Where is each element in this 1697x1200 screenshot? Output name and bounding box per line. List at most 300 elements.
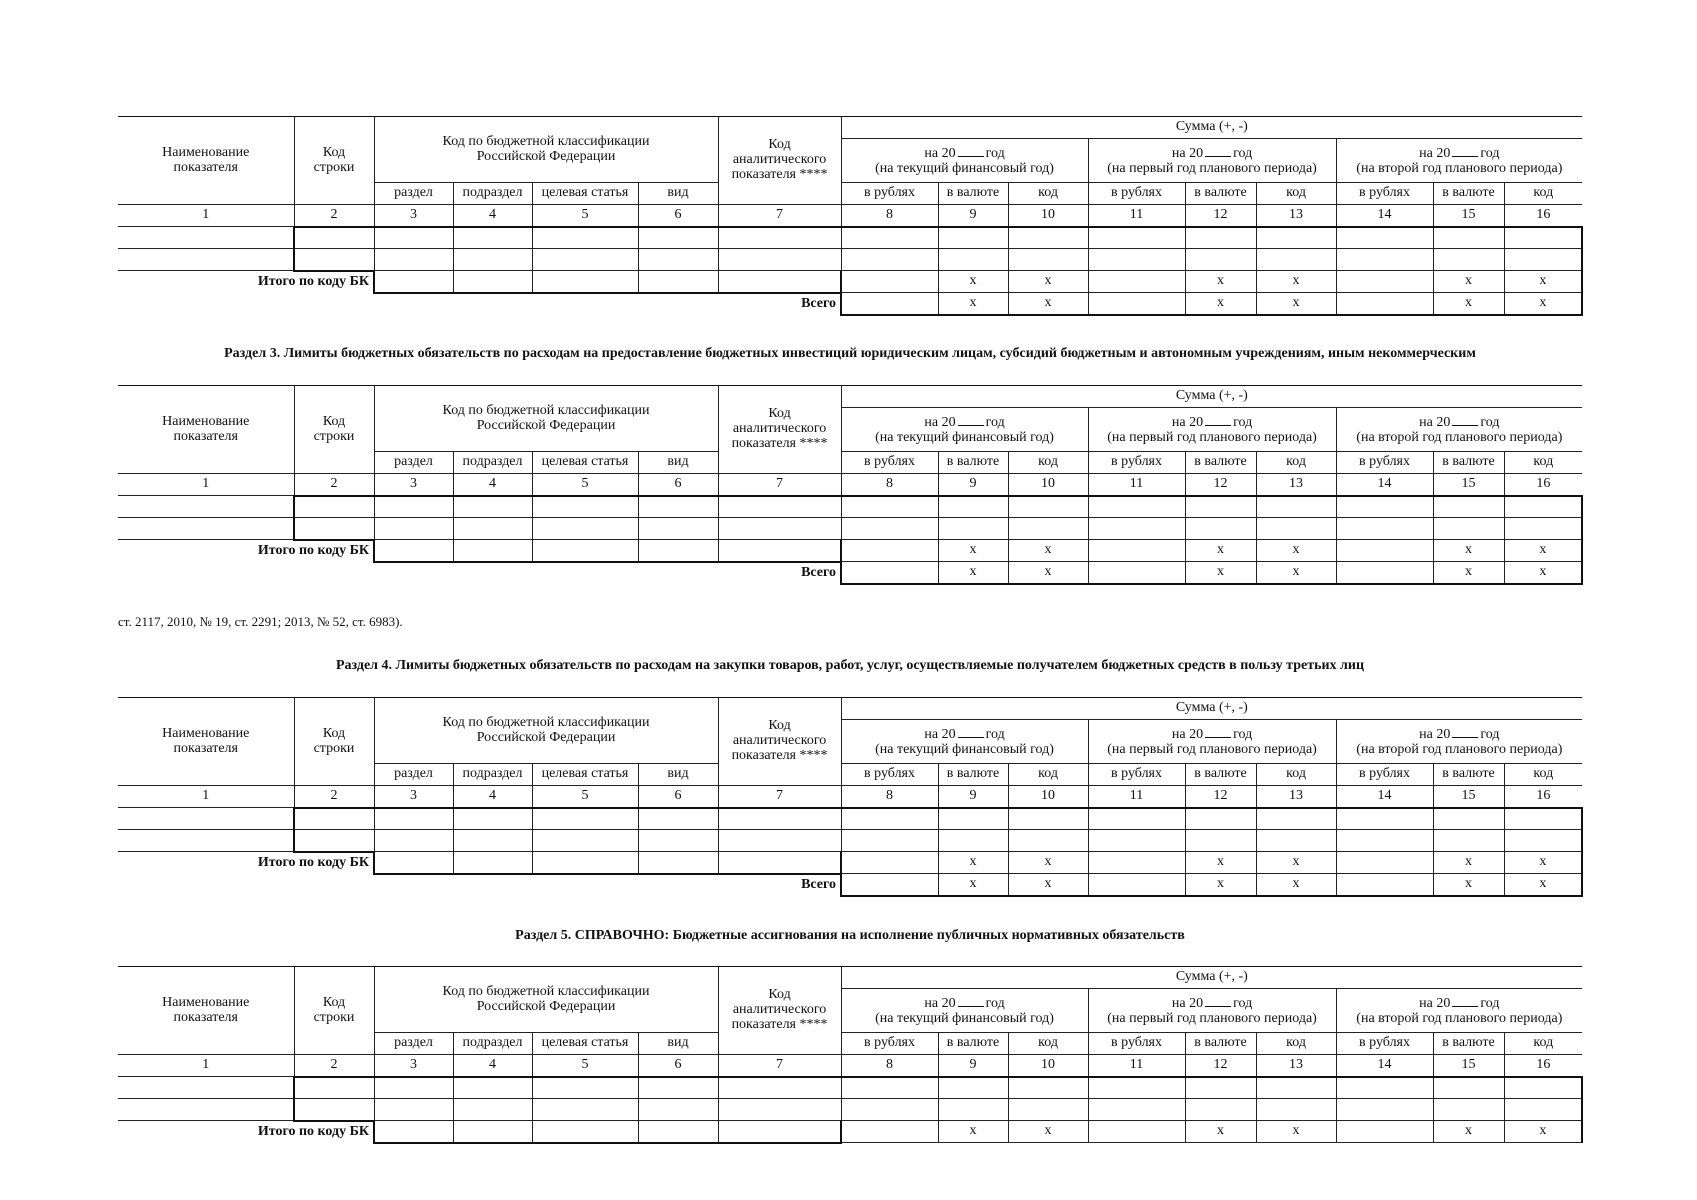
sub-vid: вид <box>638 183 718 205</box>
col-number: 10 <box>1008 786 1088 808</box>
table-cell[interactable] <box>1433 496 1504 518</box>
table-cell[interactable] <box>532 249 638 271</box>
cur-rub: в рублях <box>841 183 938 205</box>
col-number: 2 <box>294 786 374 808</box>
table-cell[interactable] <box>718 271 841 293</box>
table-cell[interactable] <box>718 852 841 874</box>
table-cell[interactable] <box>1504 1099 1582 1121</box>
table-cell[interactable] <box>374 496 453 518</box>
table-cell[interactable] <box>294 249 374 271</box>
table-cell[interactable] <box>1185 496 1256 518</box>
table-cell[interactable] <box>1336 1099 1433 1121</box>
itogo-row <box>118 271 1582 293</box>
table-cell[interactable] <box>453 271 532 293</box>
sub-celevaya: целевая статья <box>532 1033 638 1055</box>
col-number: 11 <box>1088 474 1185 496</box>
table-row <box>118 1077 1582 1099</box>
table-cell[interactable] <box>841 271 938 293</box>
col-bk-code-header: Код по бюджетной классификации Российской Федерации <box>374 117 718 183</box>
x-mark: x <box>1008 852 1088 874</box>
col-number: 6 <box>638 1055 718 1077</box>
col-bk-code-header: Код по бюджетной классификации Российской Федерации <box>374 386 718 452</box>
table-cell[interactable] <box>1336 271 1433 293</box>
table-cell[interactable] <box>1336 1077 1433 1099</box>
col-number: 14 <box>1336 205 1433 227</box>
table-cell[interactable] <box>841 249 938 271</box>
table-cell[interactable] <box>1336 852 1433 874</box>
budget-table <box>118 697 1583 897</box>
table-cell[interactable] <box>532 830 638 852</box>
col-number: 1 <box>118 1055 294 1077</box>
col-number: 5 <box>532 205 638 227</box>
table-cell[interactable] <box>938 249 1008 271</box>
table-cell[interactable] <box>532 518 638 540</box>
table-cell[interactable] <box>1088 1099 1185 1121</box>
year-blank <box>958 995 984 1007</box>
col-name-header: Наименование показателя <box>118 386 294 474</box>
table-cell[interactable] <box>841 227 938 249</box>
col-row-code-header: Код строки <box>294 698 374 786</box>
table-cell[interactable] <box>638 808 718 830</box>
table-cell[interactable] <box>1008 830 1088 852</box>
table-cell[interactable] <box>1256 830 1336 852</box>
sub-vid: вид <box>638 1033 718 1055</box>
table-cell[interactable] <box>841 562 938 584</box>
col-number: 10 <box>1008 1055 1088 1077</box>
table-cell[interactable] <box>1088 227 1185 249</box>
table-cell[interactable] <box>1088 540 1185 562</box>
table-cell[interactable] <box>1088 1077 1185 1099</box>
table-cell[interactable] <box>374 1077 453 1099</box>
table-cell[interactable] <box>294 496 374 518</box>
table-cell[interactable] <box>718 1099 841 1121</box>
column-numbers-row <box>118 474 1582 496</box>
table-cell[interactable] <box>938 518 1008 540</box>
period-label: (на первый год планового периода) <box>1107 160 1317 176</box>
table-cell[interactable] <box>718 496 841 518</box>
col-row-code-header: Код строки <box>294 386 374 474</box>
col-number: 14 <box>1336 1055 1433 1077</box>
table-cell[interactable] <box>1256 518 1336 540</box>
table-cell[interactable] <box>374 852 453 874</box>
table-cell[interactable] <box>718 1121 841 1143</box>
itogo-row <box>118 1121 1582 1143</box>
table-cell[interactable] <box>841 518 938 540</box>
table-cell[interactable] <box>118 518 294 540</box>
col-sum-header: Сумма (+, -) <box>841 698 1582 720</box>
year-blank <box>1205 145 1231 157</box>
x-mark: x <box>1008 293 1088 315</box>
cur-val: в валюте <box>1185 452 1256 474</box>
table-cell[interactable] <box>453 496 532 518</box>
table-cell[interactable] <box>1185 830 1256 852</box>
table-cell[interactable] <box>532 540 638 562</box>
itogo-label: Итого по коду БК <box>257 542 369 558</box>
col-number: 13 <box>1256 786 1336 808</box>
cur-val: в валюте <box>1433 183 1504 205</box>
table-cell[interactable] <box>118 249 294 271</box>
section-3-title: Раздел 3. Лимиты бюджетных обязательств по расходам на предоставление бюджетных инвестиций юридическим лицам, субсидий бюджетным и автономным учреждениям, иным некоммерческим <box>224 346 1476 361</box>
table-cell[interactable] <box>118 1077 294 1099</box>
x-mark: x <box>1433 293 1504 315</box>
sub-razdel: раздел <box>374 183 453 205</box>
table-cell[interactable] <box>1336 249 1433 271</box>
col-number: 12 <box>1185 786 1256 808</box>
table-cell[interactable] <box>1008 227 1088 249</box>
table-cell[interactable] <box>1336 496 1433 518</box>
col-number: 15 <box>1433 1055 1504 1077</box>
table-cell[interactable] <box>453 1099 532 1121</box>
table-cell[interactable] <box>1088 496 1185 518</box>
table-cell[interactable] <box>938 808 1008 830</box>
year-blank <box>958 726 984 738</box>
sub-vid: вид <box>638 764 718 786</box>
x-mark: x <box>1433 852 1504 874</box>
col-analytic-code-header: Код аналитического показателя **** <box>718 386 841 474</box>
table-cell[interactable] <box>718 518 841 540</box>
table-cell[interactable] <box>718 808 841 830</box>
table-cell[interactable] <box>638 271 718 293</box>
table-cell[interactable] <box>118 808 294 830</box>
table-cell[interactable] <box>1504 249 1582 271</box>
x-mark: x <box>1256 562 1336 584</box>
table-row <box>118 1099 1582 1121</box>
table-cell[interactable] <box>1256 249 1336 271</box>
sub-celevaya: целевая статья <box>532 452 638 474</box>
table-cell[interactable] <box>841 808 938 830</box>
x-mark: x <box>1433 874 1504 896</box>
itogo-label: Итого по коду БК <box>257 854 369 870</box>
table-cell[interactable] <box>938 1099 1008 1121</box>
sub-vid: вид <box>638 452 718 474</box>
col-number: 6 <box>638 205 718 227</box>
x-mark: x <box>1008 874 1088 896</box>
col-number: 5 <box>532 1055 638 1077</box>
sub-razdel: раздел <box>374 452 453 474</box>
vsego-row <box>118 874 1582 896</box>
table-cell[interactable] <box>638 830 718 852</box>
table-cell[interactable] <box>1008 249 1088 271</box>
table-cell[interactable] <box>1504 1077 1582 1099</box>
x-mark: x <box>1185 293 1256 315</box>
table-cell[interactable] <box>638 249 718 271</box>
table-cell[interactable] <box>294 1077 374 1099</box>
cur-kod: код <box>1008 764 1088 786</box>
table-cell[interactable] <box>1433 830 1504 852</box>
col-number: 16 <box>1504 1055 1582 1077</box>
col-number: 14 <box>1336 474 1433 496</box>
table-cell[interactable] <box>1336 830 1433 852</box>
cur-kod: код <box>1256 183 1336 205</box>
sub-podrazdel: подраздел <box>453 1033 532 1055</box>
table-cell[interactable] <box>532 808 638 830</box>
table-cell[interactable] <box>1336 227 1433 249</box>
table-cell[interactable] <box>1504 496 1582 518</box>
table-cell[interactable] <box>1088 562 1185 584</box>
table-cell[interactable] <box>1088 830 1185 852</box>
col-number: 16 <box>1504 786 1582 808</box>
table-cell[interactable] <box>718 227 841 249</box>
table-cell[interactable] <box>453 852 532 874</box>
table-cell[interactable] <box>841 830 938 852</box>
table-cell[interactable] <box>453 227 532 249</box>
col-sum-header: Сумма (+, -) <box>841 117 1582 139</box>
period-second-header: на 20 год (на второй год планового периода) <box>1356 145 1563 176</box>
col-number: 11 <box>1088 1055 1185 1077</box>
table-cell[interactable] <box>1433 249 1504 271</box>
cur-kod: код <box>1504 183 1582 205</box>
period-label: (на первый год планового периода) <box>1107 1010 1317 1026</box>
table-cell[interactable] <box>453 1121 532 1143</box>
cur-rub: в рублях <box>1088 452 1185 474</box>
table-cell[interactable] <box>1088 874 1185 896</box>
table-cell[interactable] <box>1433 1077 1504 1099</box>
table-cell[interactable] <box>638 1099 718 1121</box>
table-cell[interactable] <box>841 1099 938 1121</box>
table-cell[interactable] <box>118 496 294 518</box>
col-number: 1 <box>118 786 294 808</box>
table-cell[interactable] <box>938 496 1008 518</box>
table-cell[interactable] <box>1185 808 1256 830</box>
table-cell[interactable] <box>1336 293 1433 315</box>
table-cell[interactable] <box>1433 518 1504 540</box>
col-number: 3 <box>374 786 453 808</box>
table-cell[interactable] <box>1336 540 1433 562</box>
table-cell[interactable] <box>1336 808 1433 830</box>
table-cell[interactable] <box>938 227 1008 249</box>
table-cell[interactable] <box>1185 249 1256 271</box>
period-label: (на текущий финансовый год) <box>875 160 1054 176</box>
x-mark: x <box>1256 271 1336 293</box>
table-cell[interactable] <box>638 1077 718 1099</box>
col-number: 13 <box>1256 1055 1336 1077</box>
table-cell[interactable] <box>374 808 453 830</box>
x-mark: x <box>1504 540 1582 562</box>
year-blank <box>1452 414 1478 426</box>
table-cell[interactable] <box>1504 518 1582 540</box>
table-cell[interactable] <box>1185 1099 1256 1121</box>
table-cell[interactable] <box>1256 227 1336 249</box>
table-cell[interactable] <box>1256 1099 1336 1121</box>
x-mark: x <box>938 540 1008 562</box>
x-mark: x <box>1256 293 1336 315</box>
table-cell[interactable] <box>374 227 453 249</box>
cur-rub: в рублях <box>841 764 938 786</box>
table-cell[interactable] <box>1008 1099 1088 1121</box>
col-number: 1 <box>118 205 294 227</box>
table-cell[interactable] <box>374 540 453 562</box>
table-cell[interactable] <box>841 1121 938 1143</box>
col-number: 2 <box>294 1055 374 1077</box>
table-cell[interactable] <box>638 227 718 249</box>
table-cell[interactable] <box>374 518 453 540</box>
table-cell[interactable] <box>638 852 718 874</box>
period-label: (на второй год планового периода) <box>1356 429 1563 445</box>
table-cell[interactable] <box>1256 1077 1336 1099</box>
table-cell[interactable] <box>118 227 294 249</box>
col-number: 11 <box>1088 786 1185 808</box>
col-sum-header: Сумма (+, -) <box>841 386 1582 408</box>
table-cell[interactable] <box>374 249 453 271</box>
x-mark: x <box>938 293 1008 315</box>
table-cell[interactable] <box>118 830 294 852</box>
x-mark: x <box>938 271 1008 293</box>
table-cell[interactable] <box>1504 227 1582 249</box>
table-cell[interactable] <box>453 540 532 562</box>
table-cell[interactable] <box>1336 518 1433 540</box>
table-cell[interactable] <box>453 830 532 852</box>
table-cell[interactable] <box>1008 496 1088 518</box>
table-cell[interactable] <box>1185 227 1256 249</box>
table-cell[interactable] <box>841 852 938 874</box>
table-cell[interactable] <box>718 830 841 852</box>
cur-rub: в рублях <box>1336 183 1433 205</box>
x-mark: x <box>1256 540 1336 562</box>
table-cell[interactable] <box>1088 852 1185 874</box>
sub-podrazdel: подраздел <box>453 183 532 205</box>
cur-kod: код <box>1008 452 1088 474</box>
table-cell[interactable] <box>1336 874 1433 896</box>
table-cell[interactable] <box>1008 1077 1088 1099</box>
year-blank <box>1205 726 1231 738</box>
period-label: (на первый год планового периода) <box>1107 741 1317 757</box>
table-cell[interactable] <box>1256 808 1336 830</box>
table-cell[interactable] <box>1336 1121 1433 1143</box>
cur-kod: код <box>1256 1033 1336 1055</box>
table-cell[interactable] <box>294 808 374 830</box>
sub-razdel: раздел <box>374 1033 453 1055</box>
table-cell[interactable] <box>1088 293 1185 315</box>
year-blank <box>1205 414 1231 426</box>
col-number: 10 <box>1008 205 1088 227</box>
table-cell[interactable] <box>294 1099 374 1121</box>
table-cell[interactable] <box>1088 271 1185 293</box>
cur-val: в валюте <box>1433 764 1504 786</box>
cur-kod: код <box>1504 1033 1582 1055</box>
cur-val: в валюте <box>1433 452 1504 474</box>
period-label: (на второй год планового периода) <box>1356 160 1563 176</box>
table-cell[interactable] <box>118 1099 294 1121</box>
cur-val: в валюте <box>938 1033 1008 1055</box>
vsego-row <box>118 562 1582 584</box>
table-cell[interactable] <box>1504 830 1582 852</box>
table-cell[interactable] <box>841 1077 938 1099</box>
table-cell[interactable] <box>532 496 638 518</box>
cur-kod: код <box>1008 183 1088 205</box>
footnote-text: ст. 2117, 2010, № 19, ст. 2291; 2013, № 52, ст. 6983). <box>118 614 403 629</box>
x-mark: x <box>1256 852 1336 874</box>
table-cell[interactable] <box>1336 562 1433 584</box>
table-cell[interactable] <box>1008 808 1088 830</box>
budget-table <box>118 966 1583 1144</box>
table-cell[interactable] <box>453 518 532 540</box>
table-cell[interactable] <box>1433 227 1504 249</box>
period-current-header: на 20 год (на текущий финансовый год) <box>841 408 1088 452</box>
table-cell[interactable] <box>1008 518 1088 540</box>
table-cell[interactable] <box>532 852 638 874</box>
table-cell[interactable] <box>453 1077 532 1099</box>
period-current-header: на 20 год (на текущий финансовый год) <box>841 139 1088 183</box>
x-mark: x <box>938 874 1008 896</box>
vsego-label: Всего <box>801 876 837 892</box>
table-cell[interactable] <box>638 518 718 540</box>
cur-val: в валюте <box>938 452 1008 474</box>
col-number: 3 <box>374 474 453 496</box>
x-mark: x <box>1185 540 1256 562</box>
table-cell[interactable] <box>638 1121 718 1143</box>
period-first-header: на 20 год (на первый год планового периода) <box>1088 408 1336 452</box>
col-analytic-code-header: Код аналитического показателя **** <box>718 117 841 205</box>
table-cell[interactable] <box>374 830 453 852</box>
table-cell[interactable] <box>638 540 718 562</box>
table-cell[interactable] <box>374 271 453 293</box>
vsego-label: Всего <box>801 295 837 311</box>
table-cell[interactable] <box>1088 808 1185 830</box>
table-cell[interactable] <box>1256 496 1336 518</box>
table-cell[interactable] <box>841 540 938 562</box>
table-cell[interactable] <box>1088 249 1185 271</box>
col-number: 15 <box>1433 474 1504 496</box>
cur-rub: в рублях <box>841 1033 938 1055</box>
table-cell[interactable] <box>532 227 638 249</box>
table-cell[interactable] <box>718 540 841 562</box>
period-current-header: на 20 год (на текущий финансовый год) <box>841 720 1088 764</box>
col-number: 9 <box>938 205 1008 227</box>
table-cell[interactable] <box>1088 1121 1185 1143</box>
table-cell[interactable] <box>453 808 532 830</box>
table-cell[interactable] <box>294 518 374 540</box>
table-cell[interactable] <box>453 249 532 271</box>
period-current-header: на 20 год (на текущий финансовый год) <box>841 989 1088 1033</box>
table-cell[interactable] <box>532 1099 638 1121</box>
cur-rub: в рублях <box>1336 452 1433 474</box>
col-analytic-code-header: Код аналитического показателя **** <box>718 967 841 1055</box>
table-cell[interactable] <box>294 830 374 852</box>
table-cell[interactable] <box>1433 808 1504 830</box>
table-cell[interactable] <box>1433 1099 1504 1121</box>
table-cell[interactable] <box>1504 808 1582 830</box>
cur-rub: в рублях <box>1088 1033 1185 1055</box>
table-cell[interactable] <box>1088 518 1185 540</box>
period-second-header: на 20 год (на второй год планового периода) <box>1356 726 1563 757</box>
period-label: (на текущий финансовый год) <box>875 1010 1054 1026</box>
table-cell[interactable] <box>718 249 841 271</box>
col-number: 12 <box>1185 205 1256 227</box>
table-cell[interactable] <box>638 496 718 518</box>
table-cell[interactable] <box>532 271 638 293</box>
x-mark: x <box>1185 271 1256 293</box>
period-first-header: на 20 год (на первый год планового периода) <box>1088 720 1336 764</box>
table-cell[interactable] <box>532 1121 638 1143</box>
table-cell[interactable] <box>374 1099 453 1121</box>
table-cell[interactable] <box>718 1077 841 1099</box>
table-cell[interactable] <box>532 1077 638 1099</box>
table-cell[interactable] <box>841 293 938 315</box>
table-cell[interactable] <box>294 227 374 249</box>
table-cell[interactable] <box>938 830 1008 852</box>
table-cell[interactable] <box>1185 518 1256 540</box>
table-cell[interactable] <box>841 496 938 518</box>
sub-podrazdel: подраздел <box>453 764 532 786</box>
col-number: 2 <box>294 474 374 496</box>
col-number: 6 <box>638 474 718 496</box>
table-cell[interactable] <box>1185 1077 1256 1099</box>
table-cell[interactable] <box>938 1077 1008 1099</box>
table-cell[interactable] <box>374 1121 453 1143</box>
table-cell[interactable] <box>841 874 938 896</box>
col-number: 7 <box>718 1055 841 1077</box>
col-analytic-code-header: Код аналитического показателя **** <box>718 698 841 786</box>
